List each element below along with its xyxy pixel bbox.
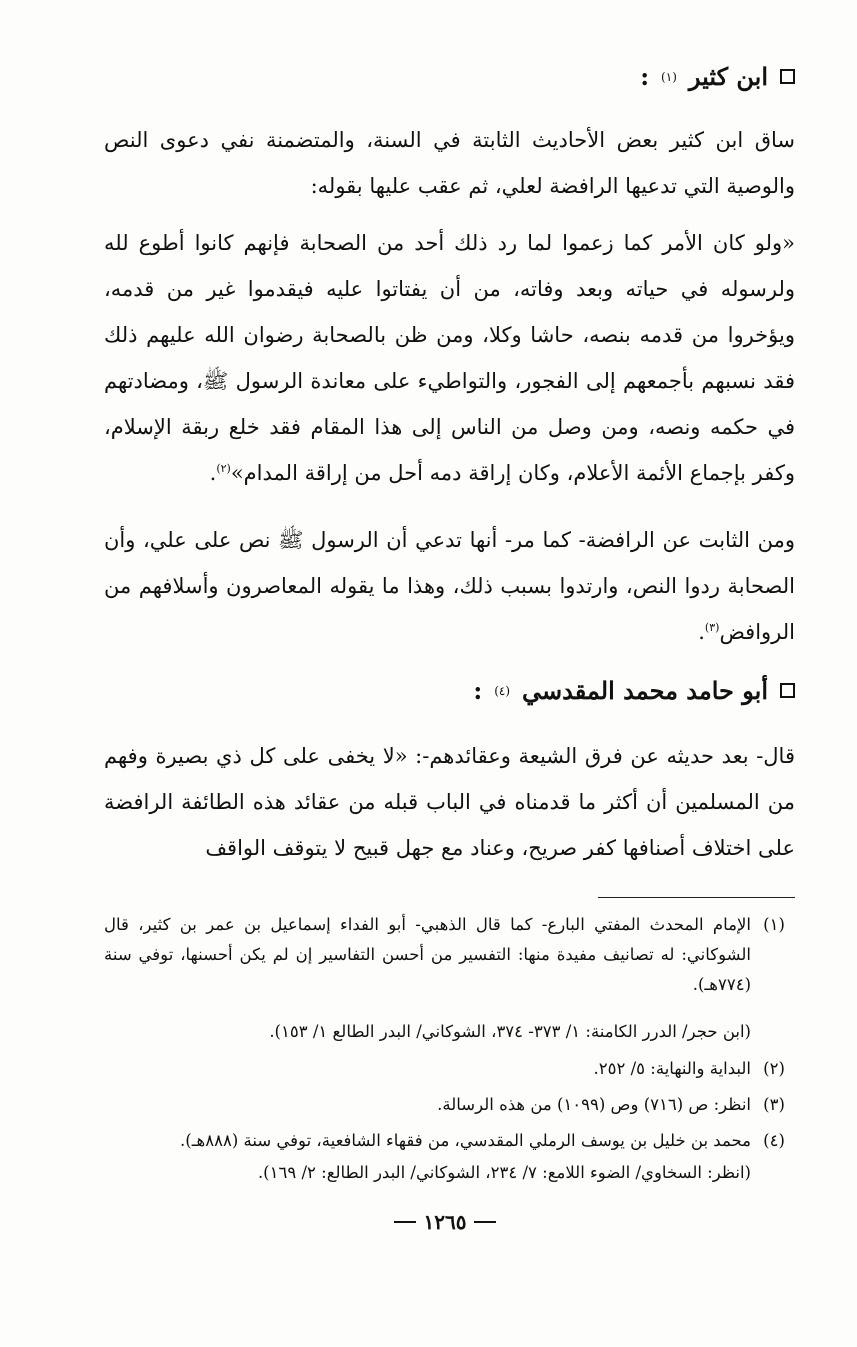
footnote-number: (٤): [763, 1131, 785, 1150]
heading-colon: :: [640, 62, 650, 91]
footnote-marker: (١): [661, 69, 677, 84]
footnote-number: (١): [763, 915, 785, 934]
footnote-text: محمد بن خليل بن يوسف الرملي المقدسي، من فقهاء الشافعية، توفي سنة (٨٨٨هـ).: [180, 1131, 751, 1150]
page-number-value: ١٢٦٥: [423, 1210, 467, 1234]
section-heading-maqdisi: [473, 676, 795, 705]
rafida-text: ومن الثابت عن الرافضة- كما مر- أنها تدعي أن الرسول ﷺ نص على علي، وأن الصحابة ردوا النص، وارتدوا بسبب ذلك، وهذا ما يقوله المعاصرون وأسلافهم من الروافض: [104, 528, 795, 644]
page-number: [380, 1210, 510, 1234]
heading-label: أبو حامد محمد المقدسي: [522, 676, 768, 705]
paragraph-intro: ساق ابن كثير بعض الأحاديث الثابتة في السنة، والمتضمنة نفي دعوى النص والوصية التي تدعيها الرافضة لعلي، ثم عقب عليها بقوله:: [104, 128, 795, 198]
section-heading-ibn-kathir: [640, 62, 795, 91]
footnote-text: البداية والنهاية: ٥/ ٢٥٢.: [593, 1059, 751, 1078]
footnote-text: انظر: ص (٧١٦) وص (١٠٩٩) من هذه الرسالة.: [437, 1095, 751, 1114]
rafida-end: .: [698, 620, 705, 644]
square-bullet-icon: [780, 69, 795, 84]
heading-label: ابن كثير: [688, 62, 768, 91]
footnote-separator: [598, 897, 795, 898]
square-bullet-icon: [780, 683, 795, 698]
footnote-number: (٢): [763, 1059, 785, 1078]
dash-left: [394, 1221, 416, 1223]
footnote-text: الإمام المحدث المفتي البارع- كما قال الذهبي- أبو الفداء إسماعيل بن عمر بن كثير، قال الشوكاني: له تصانيف مفيدة منها: التفسير من أحسن التفاسير إن لم يكن أحسنها، توفي سنة (٧٧٤هـ).: [104, 915, 751, 994]
paragraph-rafida: [104, 517, 795, 655]
footnote-4-reference: (انظر: السخاوي/ الضوء اللامع: ٧/ ٢٣٤، الشوكاني/ البدر الطالع: ٢/ ١٦٩).: [257, 1163, 751, 1182]
footnote-3: [104, 1090, 797, 1120]
footnote-1-reference: (ابن حجر/ الدرر الكامنة: ١/ ٣٧٣- ٣٧٤، الشوكاني/ البدر الطالع ١/ ١٥٣).: [269, 1022, 751, 1041]
quote-end: .: [209, 461, 217, 485]
footnote-marker: (٣): [704, 621, 720, 634]
footnote-1: [104, 910, 797, 1000]
footnote-2: [104, 1054, 797, 1084]
dash-right: [474, 1221, 496, 1223]
paragraph-quote: [104, 220, 795, 496]
paragraph-maqdisi-quote: قال- بعد حديثه عن فرق الشيعة وعقائدهم-: «لا يخفى على كل ذي بصيرة وفهم من المسلمين أن أكثر ما قدمناه في الباب قبله من عقائد هذه الطائفة الرافضة على اختلاف أصنافها كفر صريح، وعناد مع جهل قبيح لا يتوقف الواقف: [104, 744, 795, 860]
footnote-4: [104, 1126, 797, 1156]
footnote-marker: (٢): [216, 462, 231, 475]
footnote-marker: (٤): [494, 683, 511, 698]
quote-text: «ولو كان الأمر كما زعموا لما رد ذلك أحد من الصحابة فإنهم كانوا أطوع لله ولرسوله في حياته وبعد وفاته، من أن يفتاتوا عليه فيقدموا غير من قدمه، ويؤخروا من قدمه بنصه، حاشا وكلا، ومن ظن بالصحابة رضوان الله عليهم ذلك فقد نسبهم بأجمعهم إلى الفجور، والتواطيء على معاندة الرسول ﷺ، ومضادتهم في حكمه ونصه، ومن وصل من الناس إلى هذا المقام فقد خلع ربقة الإسلام، وكفر بإجماع الأئمة الأعلام، وكان إراقة دمه أحل من إراقة المدام»: [104, 231, 795, 485]
heading-colon: :: [473, 676, 483, 705]
footnote-number: (٣): [763, 1095, 785, 1114]
